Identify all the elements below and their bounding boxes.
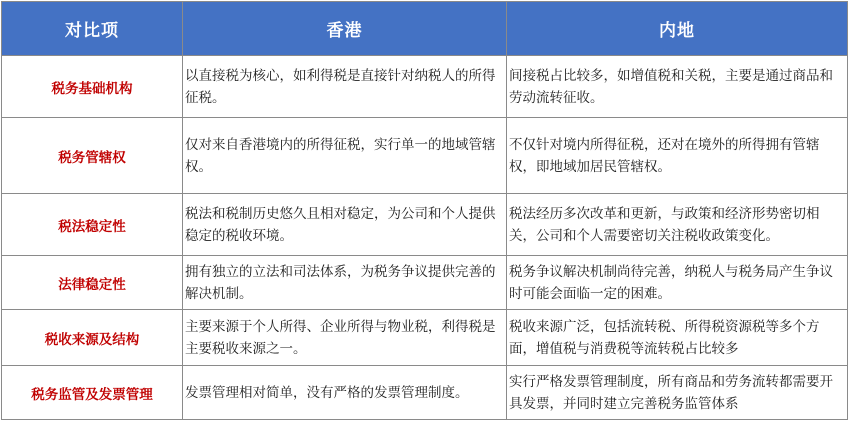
hongkong-cell: 发票管理相对简单，没有严格的发票管理制度。: [183, 366, 507, 420]
row-label: 税法稳定性: [2, 194, 183, 256]
header-hongkong: 香港: [183, 2, 507, 56]
table-row: [2, 310, 848, 366]
row-label: 法律稳定性: [2, 256, 183, 310]
mainland-cell: 税收来源广泛，包括流转税、所得税资源税等多个方面，增值税与消费税等流转税占比较多: [507, 310, 848, 366]
hongkong-cell: 以直接税为核心，如利得税是直接针对纳税人的所得征税。: [183, 56, 507, 118]
mainland-cell: 税务争议解决机制尚待完善，纳税人与税务局产生争议时可能会面临一定的困难。: [507, 256, 848, 310]
table-row: [2, 256, 848, 310]
hongkong-cell: 税法和税制历史悠久且相对稳定，为公司和个人提供稳定的税收环境。: [183, 194, 507, 256]
table-row: [2, 194, 848, 256]
hongkong-cell: 仅对来自香港境内的所得征税，实行单一的地域管辖权。: [183, 118, 507, 194]
row-label: 税务管辖权: [2, 118, 183, 194]
mainland-cell: 税法经历多次改革和更新，与政策和经济形势密切相关，公司和个人需要密切关注税收政策变化。: [507, 194, 848, 256]
header-mainland: 内地: [507, 2, 848, 56]
header-item: 对比项: [2, 2, 183, 56]
hongkong-cell: 主要来源于个人所得、企业所得与物业税，利得税是主要税收来源之一。: [183, 310, 507, 366]
hongkong-cell: 拥有独立的立法和司法体系，为税务争议提供完善的解决机制。: [183, 256, 507, 310]
table-row: [2, 56, 848, 118]
row-label: 税收来源及结构: [2, 310, 183, 366]
table-row: [2, 366, 848, 420]
row-label: 税务监管及发票管理: [2, 366, 183, 420]
row-label: 税务基础机构: [2, 56, 183, 118]
mainland-cell: 实行严格发票管理制度，所有商品和劳务流转都需要开具发票，并同时建立完善税务监管体系: [507, 366, 848, 420]
mainland-cell: 间接税占比较多，如增值税和关税，主要是通过商品和劳动流转征收。: [507, 56, 848, 118]
table-row: [2, 118, 848, 194]
header-row: [2, 2, 848, 56]
mainland-cell: 不仅针对境内所得征税，还对在境外的所得拥有管辖权，即地域加居民管辖权。: [507, 118, 848, 194]
comparison-table: [1, 1, 848, 420]
